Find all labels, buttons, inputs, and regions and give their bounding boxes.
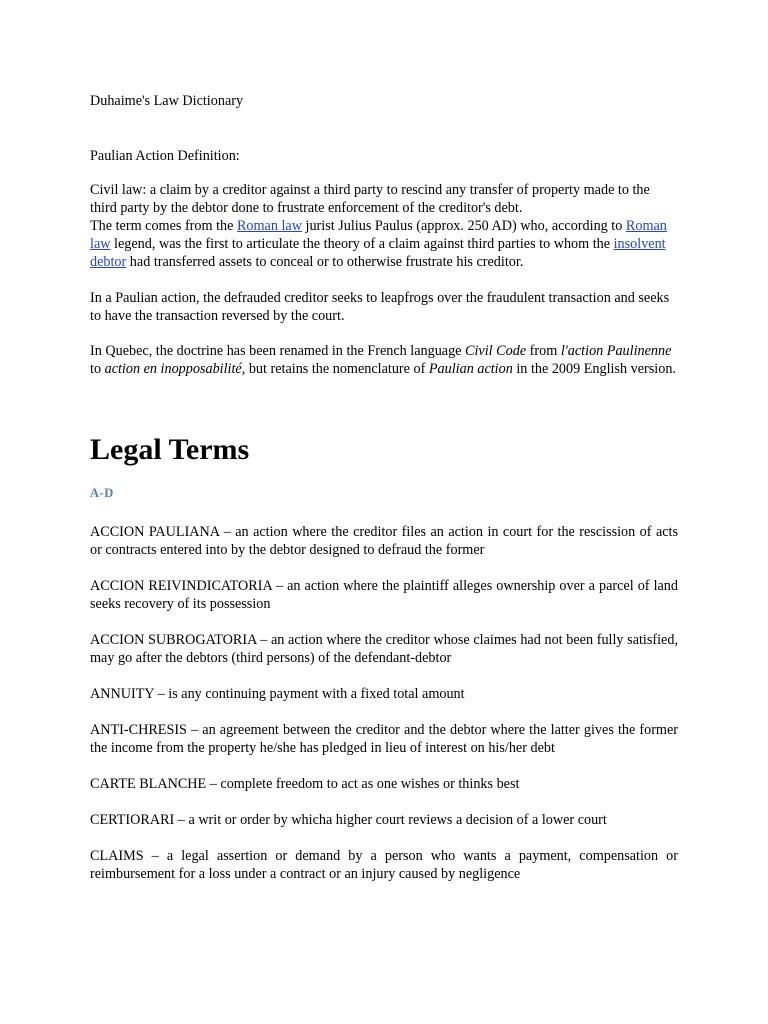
- definition-paragraph-3: [90, 342, 678, 378]
- italic-text: l'action Paulinenne: [560, 343, 672, 359]
- term-definition: – a legal assertion or demand by a person who wants a payment, compensation or reimbursement for a loss under a contract or an injury caused by negligence: [90, 848, 678, 882]
- definition-text: In Quebec, the doctrine has been renamed in the French language: [90, 343, 466, 359]
- debtor-link[interactable]: debtor: [90, 254, 127, 270]
- definition-text: , but retains the nomenclature of: [241, 361, 429, 377]
- roman-law-link[interactable]: Roman law: [90, 218, 667, 252]
- term-definition: – complete freedom to act as one wishes or thinks best: [206, 776, 520, 792]
- document-title: Duhaime's Law Dictionary: [90, 93, 244, 109]
- term-definition: – an action where the creditor whose claimes had not been fully satisfied, may go after the debtors (third persons) of the defendant-debtor: [90, 632, 678, 666]
- term-name: CARTE BLANCHE: [90, 776, 207, 792]
- term-entry: [90, 847, 678, 883]
- roman-law-link[interactable]: Roman law: [236, 218, 302, 234]
- range-label: A-D: [90, 486, 114, 500]
- term-definition: – an action where the creditor files an action in court for the rescission of acts or contracts entered into by the debtor designed to defraud the former: [90, 524, 678, 558]
- term-name: CERTIORARI: [90, 812, 175, 828]
- term-name: ANNUITY: [90, 686, 155, 702]
- definition-text: The term comes from the: [90, 218, 237, 234]
- definition-text: from: [526, 343, 561, 359]
- term-definition: – an action where the plaintiff alleges ownership over a parcel of land seeks recovery of its possession: [90, 578, 678, 612]
- term-definition: – an agreement between the creditor and the debtor where the latter gives the former the income from the property he/she has pledged in lieu of interest on his/her debt: [90, 722, 678, 756]
- definition-text: to: [90, 361, 105, 377]
- term-entry: [90, 631, 678, 667]
- term-name: ACCION SUBROGATORIA: [90, 632, 257, 648]
- definition-text: jurist Julius Paulus (approx. 250 AD) who, according to: [301, 218, 626, 234]
- definition-title: Paulian Action Definition:: [90, 148, 240, 164]
- term-entry: [90, 775, 678, 793]
- term-name: ACCION REIVINDICATORIA: [90, 578, 272, 594]
- definition-paragraph-1: [90, 181, 678, 271]
- definition-paragraph-2: In a Paulian action, the defrauded creditor seeks to leapfrogs over the fraudulent transaction and seeks to have the transaction reversed by the court.: [90, 290, 670, 324]
- term-entry: [90, 577, 678, 613]
- definition-text: legend, was the first to articulate the theory of a claim against third parties to whom the: [110, 236, 614, 252]
- term-definition: – is any continuing payment with a fixed total amount: [154, 686, 465, 702]
- term-entry: [90, 721, 678, 757]
- term-entry: [90, 685, 678, 703]
- insolvent-link[interactable]: insolvent: [613, 236, 666, 252]
- italic-text: Civil Code: [465, 343, 527, 359]
- section-heading: Legal Terms: [90, 433, 250, 466]
- definition-text: had transferred assets to conceal or to otherwise frustrate his creditor.: [126, 254, 524, 270]
- term-entry: [90, 811, 678, 829]
- definition-text: in the 2009 English version.: [512, 361, 676, 377]
- term-entry: [90, 523, 678, 559]
- term-name: ACCION PAULIANA: [90, 524, 220, 540]
- definition-text: Civil law: a claim by a creditor against a third party to rescind any transfer of property made to the third party by the debtor done to frustrate enforcement of the creditor's debt.: [90, 182, 650, 216]
- term-definition: – a writ or order by whicha higher court reviews a decision of a lower court: [174, 812, 607, 828]
- term-name: CLAIMS: [90, 848, 144, 864]
- italic-text: Paulian action: [428, 361, 513, 377]
- term-name: ANTI-CHRESIS: [90, 722, 187, 738]
- italic-text: action en inopposabilité: [104, 361, 242, 377]
